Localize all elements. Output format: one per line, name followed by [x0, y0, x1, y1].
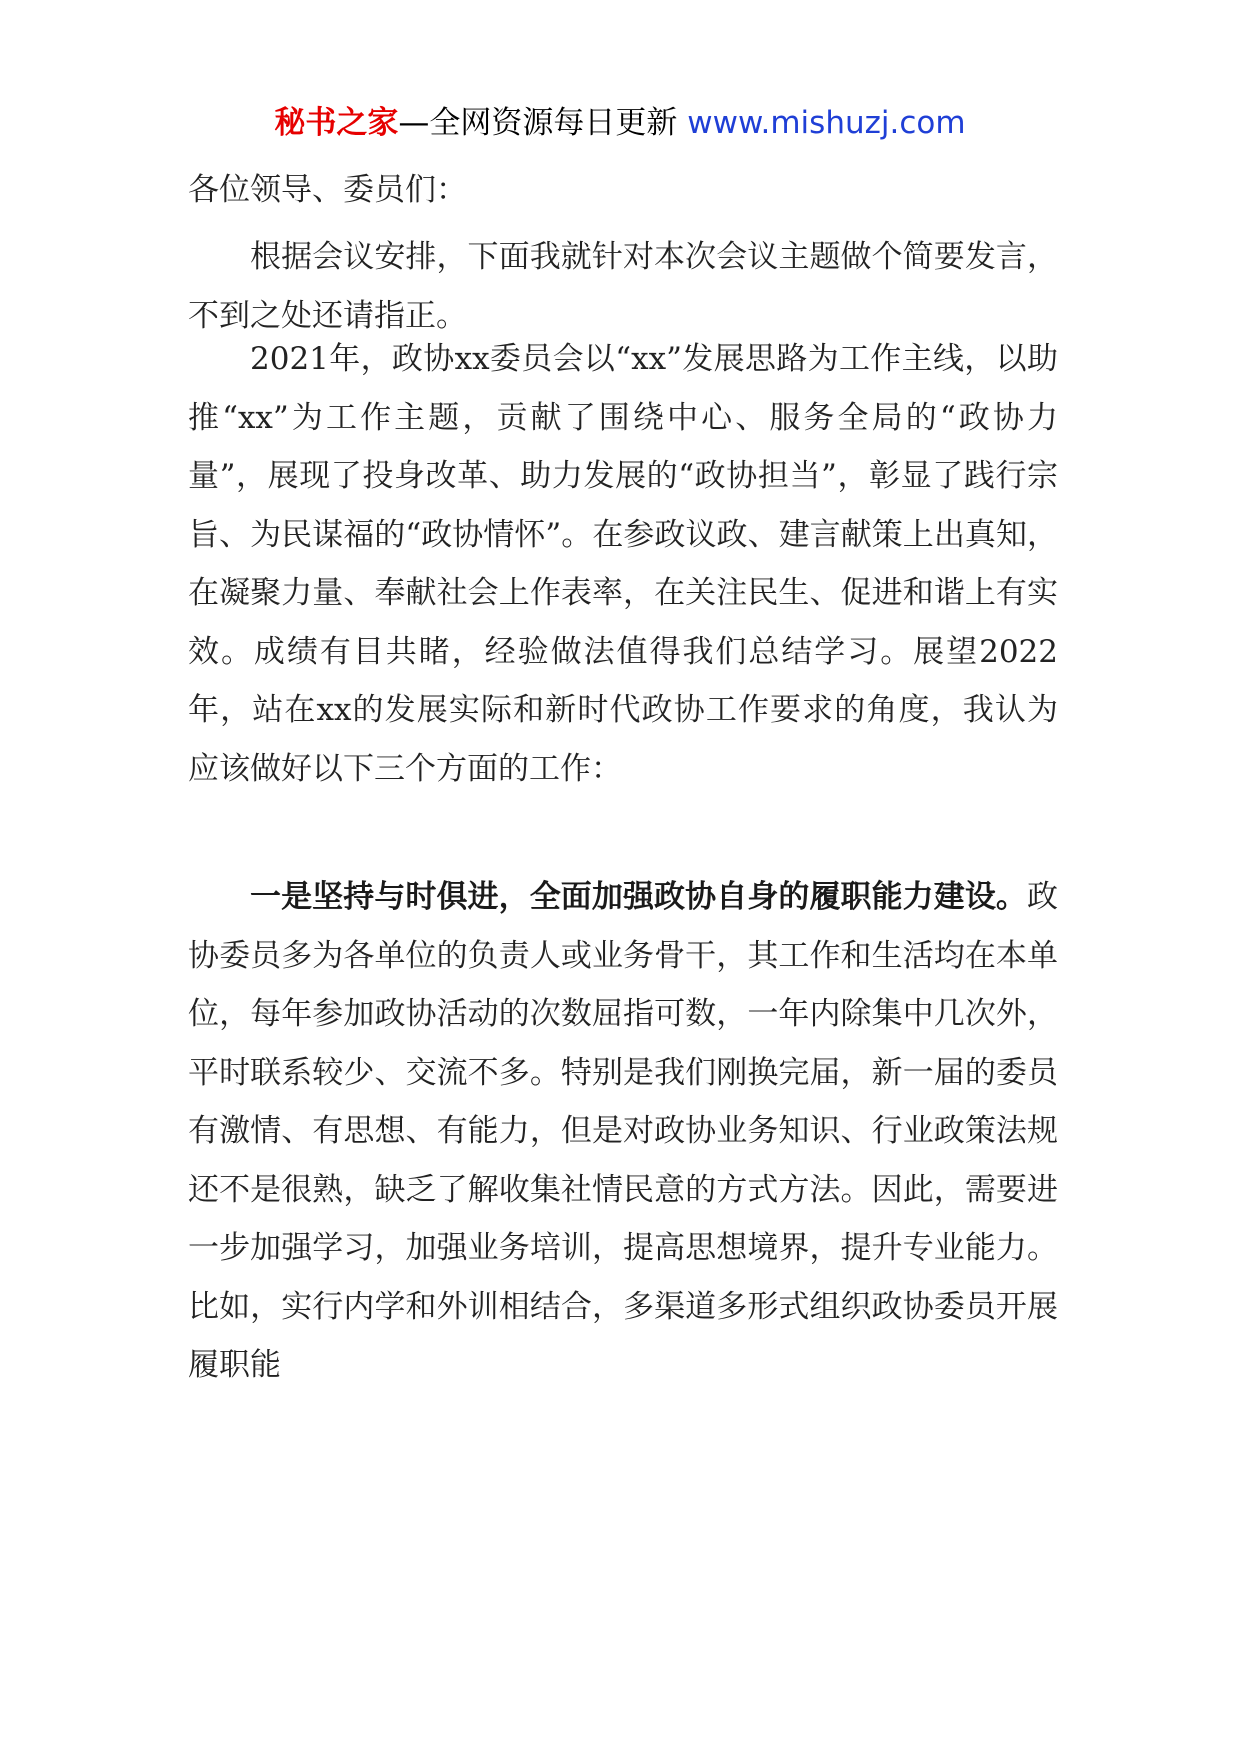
- header-slogan: —全网资源每日更新: [398, 105, 678, 141]
- paragraph-lead-heading: 一是坚持与时俱进，全面加强政协自身的履职能力建设。: [250, 879, 1027, 915]
- paragraph-body: 政协委员多为各单位的负责人或业务骨干，其工作和生活均在本单位，每年参加政协活动的次数屈指可数，一年内除集中几次外，平时联系较少、交流不多。特别是我们刚换完届，新一届的委员有激情、有思想、有能力，但是对政协业务知识、行业政策法规还不是很熟，缺乏了解收集社情民意的方式方法。因此，需要进一步加强学习，加强业务培训，提高思想境界，提升专业能力。比如，实行内学和外训相结合，多渠道多形式组织政协委员开展履职能: [188, 879, 1058, 1383]
- site-url-link[interactable]: www.mishuzj.com: [687, 105, 966, 141]
- brand-name: 秘书之家: [274, 105, 399, 141]
- paragraph-review: 2021年，政协xx委员会以“xx”发展思路为工作主线，以助推“xx”为工作主题，贡献了围绕中心、服务全局的“政协力量”，展现了投身改革、助力发展的“政协担当”，彰显了践行宗旨、为民谋福的“政协情怀”。在参政议政、建言献策上出真知，在凝聚力量、奉献社会上作表率，在关注民生、促进和谐上有实效。成绩有目共睹，经验做法值得我们总结学习。展望2022年，站在xx的发展实际和新时代政协工作要求的角度，我认为应该做好以下三个方面的工作：: [188, 341, 1058, 787]
- paragraph-point-one: [188, 868, 1058, 1395]
- paragraph-intro: 根据会议安排，下面我就针对本次会议主题做个简要发言，不到之处还请指正。: [188, 239, 1058, 334]
- salutation: 各位领导、委员们：: [188, 172, 467, 208]
- site-header: [0, 101, 1240, 145]
